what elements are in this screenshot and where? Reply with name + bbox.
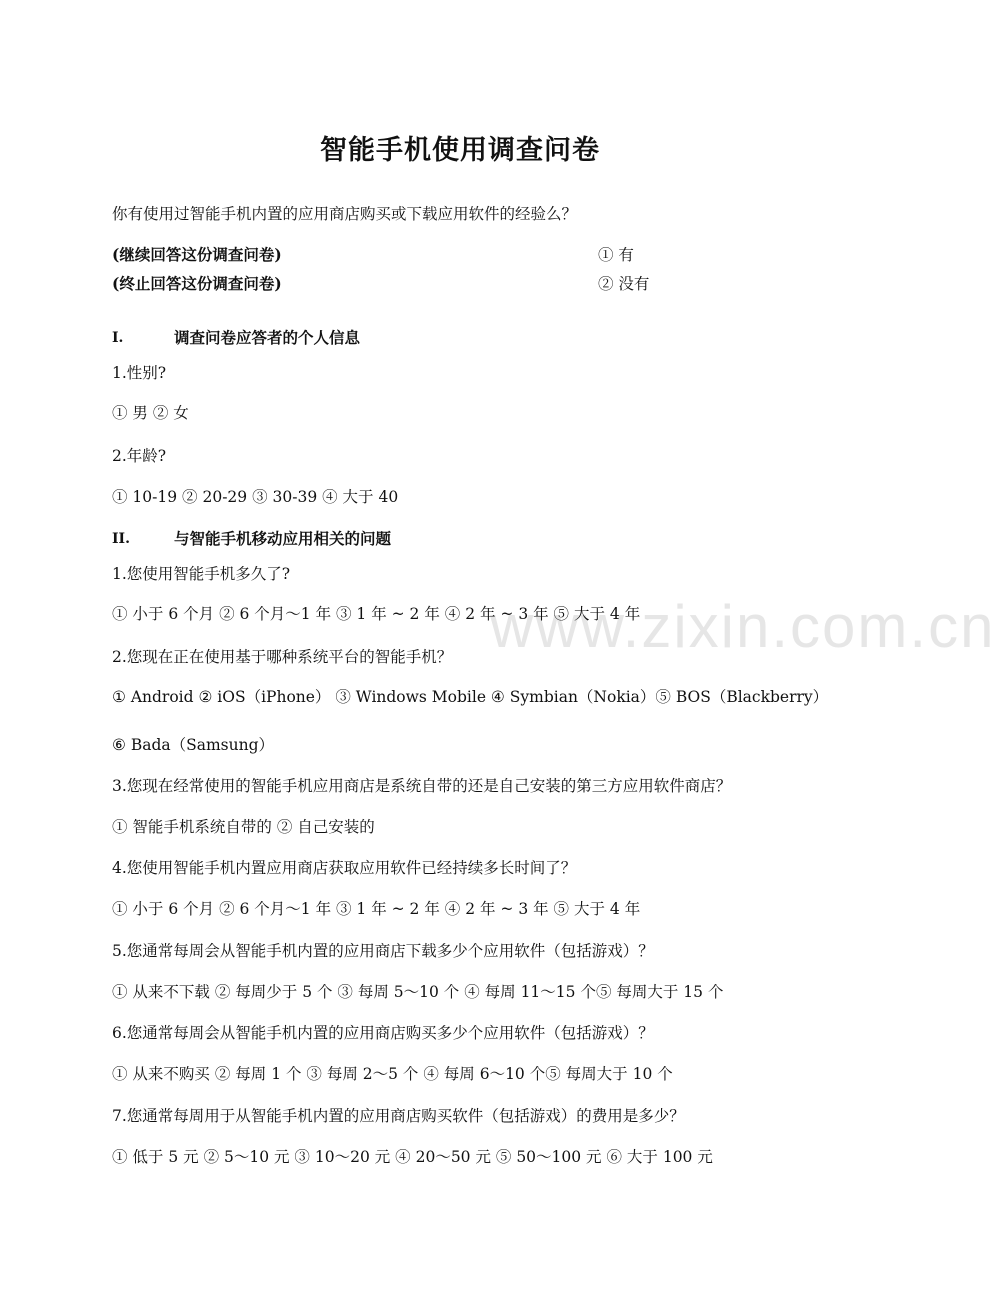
s2-q2: 2.您现在正在使用基于哪种系统平台的智能手机？ [112, 648, 453, 666]
s2-q6-options[interactable]: ① 从来不购买 ② 每周 1 个 ③ 每周 2～5 个 ④ 每周 6～10 个⑤ 每周大于 10 个 [112, 1065, 673, 1083]
option-yes[interactable]: ① 有 [598, 246, 634, 264]
intro-question: 你有使用过智能手机内置的应用商店购买或下载应用软件的经验么？ [112, 205, 578, 223]
s2-q7: 7.您通常每周用于从智能手机内置的应用商店购买软件（包括游戏）的费用是多少？ [112, 1107, 685, 1125]
s2-q6: 6.您通常每周会从智能手机内置的应用商店购买多少个应用软件（包括游戏）？ [112, 1024, 654, 1042]
section2-title: 与智能手机移动应用相关的问题 [174, 529, 392, 548]
s1-q1-options[interactable]: ① 男 ② 女 [112, 404, 189, 422]
s2-q5: 5.您通常每周会从智能手机内置的应用商店下载多少个应用软件（包括游戏）？ [112, 942, 654, 960]
stop-note: (终止回答这份调查问卷) [112, 274, 282, 293]
page-title: 智能手机使用调查问卷 [320, 135, 600, 166]
s2-q4-options[interactable]: ① 小于 6 个月 ② 6 个月～1 年 ③ 1 年 ~ 2 年 ④ 2 年 ~ 3 年 ⑤ 大于 4 年 [112, 900, 641, 918]
continue-note: (继续回答这份调查问卷) [112, 245, 282, 264]
option-no[interactable]: ② 没有 [598, 275, 650, 293]
s2-q7-options[interactable]: ① 低于 5 元 ② 5～10 元 ③ 10～20 元 ④ 20～50 元 ⑤ 50～100 元 ⑥ 大于 100 元 [112, 1148, 713, 1166]
s1-q2-options[interactable]: ① 10-19 ② 20-29 ③ 30-39 ④ 大于 40 [112, 488, 399, 506]
section1-title: 调查问卷应答者的个人信息 [174, 328, 361, 347]
s2-q4: 4.您使用智能手机内置应用商店获取应用软件已经持续多长时间了？ [112, 859, 577, 877]
s2-q1: 1.您使用智能手机多久了? [112, 565, 291, 583]
s1-q2: 2.年龄? [112, 447, 167, 465]
s2-q2-options-1[interactable]: ① Android ② iOS（iPhone） ③ Windows Mobile ④ Symbian（Nokia）⑤ BOS（Blackberry） [112, 688, 829, 706]
s2-q3-options[interactable]: ① 智能手机系统自带的 ② 自己安装的 [112, 818, 375, 836]
section2-number: II. [112, 531, 130, 547]
s2-q3: 3.您现在经常使用的智能手机应用商店是系统自带的还是自己安装的第三方应用软件商店？ [112, 777, 732, 795]
s2-q5-options[interactable]: ① 从来不下载 ② 每周少于 5 个 ③ 每周 5～10 个 ④ 每周 11～15 个⑤ 每周大于 15 个 [112, 983, 724, 1001]
s2-q2-options-2[interactable]: ⑥ Bada（Samsung） [112, 736, 275, 754]
watermark: www.zixin.com.cn [490, 593, 995, 660]
s1-q1: 1.性别? [112, 364, 167, 382]
section1-number: I. [112, 330, 124, 346]
s2-q1-options[interactable]: ① 小于 6 个月 ② 6 个月～1 年 ③ 1 年 ~ 2 年 ④ 2 年 ~ 3 年 ⑤ 大于 4 年 [112, 605, 641, 623]
